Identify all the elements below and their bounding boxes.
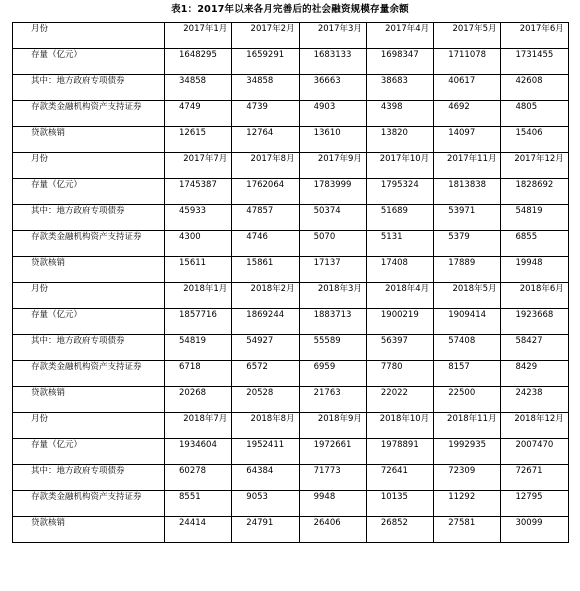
value-cell: 24791 [232,517,299,543]
value-cell: 1972661 [299,439,366,465]
month-cell: 2017年3月 [299,23,366,49]
value-cell: 19948 [501,257,568,283]
value-cell: 55589 [299,335,366,361]
row-label: 存款类金融机构资产支持证券 [13,491,165,517]
month-cell: 2017年9月 [299,153,366,179]
value-cell: 5070 [299,231,366,257]
value-cell: 17408 [366,257,433,283]
stock-row [13,439,569,465]
value-cell: 20268 [165,387,232,413]
value-cell: 1711078 [434,49,501,75]
row-label: 存款类金融机构资产支持证券 [13,101,165,127]
value-cell: 13610 [299,127,366,153]
value-cell: 14097 [434,127,501,153]
row-label: 月份 [13,283,165,309]
month-cell: 2018年8月 [232,413,299,439]
value-cell: 72671 [501,465,568,491]
value-cell: 6855 [501,231,568,257]
value-cell: 1659291 [232,49,299,75]
abs-row [13,101,569,127]
value-cell: 12795 [501,491,568,517]
value-cell: 15406 [501,127,568,153]
value-cell: 10135 [366,491,433,517]
month-cell: 2017年2月 [232,23,299,49]
value-cell: 4805 [501,101,568,127]
abs-row [13,491,569,517]
value-cell: 4749 [165,101,232,127]
row-label: 贷款核销 [13,387,165,413]
value-cell: 4903 [299,101,366,127]
value-cell: 1828692 [501,179,568,205]
month-cell: 2017年8月 [232,153,299,179]
value-cell: 27581 [434,517,501,543]
value-cell: 1683133 [299,49,366,75]
value-cell: 4300 [165,231,232,257]
value-cell: 8429 [501,361,568,387]
local-bonds-row [13,335,569,361]
value-cell: 1762064 [232,179,299,205]
value-cell: 1813838 [434,179,501,205]
value-cell: 13820 [366,127,433,153]
writeoff-row [13,127,569,153]
row-label: 月份 [13,23,165,49]
local-bonds-row [13,205,569,231]
stock-row [13,49,569,75]
month-cell: 2018年7月 [165,413,232,439]
value-cell: 60278 [165,465,232,491]
value-cell: 9948 [299,491,366,517]
value-cell: 1923668 [501,309,568,335]
month-cell: 2018年10月 [366,413,433,439]
month-cell: 2017年5月 [434,23,501,49]
row-label: 贷款核销 [13,127,165,153]
value-cell: 24414 [165,517,232,543]
value-cell: 42608 [501,75,568,101]
value-cell: 53971 [434,205,501,231]
month-cell: 2018年1月 [165,283,232,309]
value-cell: 5379 [434,231,501,257]
value-cell: 8551 [165,491,232,517]
value-cell: 1992935 [434,439,501,465]
row-label: 其中：地方政府专项债券 [13,335,165,361]
month-header-row [13,153,569,179]
value-cell: 6959 [299,361,366,387]
value-cell: 5131 [366,231,433,257]
social-financing-table [12,22,569,543]
value-cell: 7780 [366,361,433,387]
value-cell: 24238 [501,387,568,413]
row-label: 存量（亿元） [13,49,165,75]
month-cell: 2017年7月 [165,153,232,179]
stock-row [13,179,569,205]
row-label: 贷款核销 [13,517,165,543]
value-cell: 1900219 [366,309,433,335]
value-cell: 57408 [434,335,501,361]
writeoff-row [13,517,569,543]
month-header-row [13,23,569,49]
value-cell: 9053 [232,491,299,517]
month-cell: 2017年10月 [366,153,433,179]
month-cell: 2017年11月 [434,153,501,179]
value-cell: 1783999 [299,179,366,205]
value-cell: 6718 [165,361,232,387]
row-label: 存量（亿元） [13,439,165,465]
value-cell: 4692 [434,101,501,127]
value-cell: 1795324 [366,179,433,205]
value-cell: 1952411 [232,439,299,465]
month-cell: 2018年4月 [366,283,433,309]
value-cell: 15861 [232,257,299,283]
writeoff-row [13,257,569,283]
value-cell: 20528 [232,387,299,413]
value-cell: 26852 [366,517,433,543]
month-cell: 2017年12月 [501,153,568,179]
value-cell: 45933 [165,205,232,231]
value-cell: 71773 [299,465,366,491]
value-cell: 12764 [232,127,299,153]
row-label: 存款类金融机构资产支持证券 [13,231,165,257]
value-cell: 72309 [434,465,501,491]
stock-row [13,309,569,335]
value-cell: 22022 [366,387,433,413]
row-label: 其中：地方政府专项债券 [13,205,165,231]
value-cell: 15611 [165,257,232,283]
value-cell: 11292 [434,491,501,517]
value-cell: 2007470 [501,439,568,465]
value-cell: 1648295 [165,49,232,75]
row-label: 其中：地方政府专项债券 [13,465,165,491]
value-cell: 54819 [165,335,232,361]
value-cell: 17889 [434,257,501,283]
value-cell: 8157 [434,361,501,387]
row-label: 月份 [13,413,165,439]
row-label: 其中：地方政府专项债券 [13,75,165,101]
month-cell: 2018年11月 [434,413,501,439]
month-cell: 2018年6月 [501,283,568,309]
row-label: 存量（亿元） [13,309,165,335]
value-cell: 40617 [434,75,501,101]
value-cell: 30099 [501,517,568,543]
value-cell: 34858 [165,75,232,101]
month-cell: 2017年1月 [165,23,232,49]
month-header-row [13,413,569,439]
local-bonds-row [13,465,569,491]
value-cell: 1978891 [366,439,433,465]
month-cell: 2018年2月 [232,283,299,309]
value-cell: 4398 [366,101,433,127]
value-cell: 1731455 [501,49,568,75]
value-cell: 34858 [232,75,299,101]
month-cell: 2018年9月 [299,413,366,439]
value-cell: 1857716 [165,309,232,335]
value-cell: 4739 [232,101,299,127]
month-header-row [13,283,569,309]
value-cell: 1934604 [165,439,232,465]
table-title: 表1：2017年以来各月完善后的社会融资规模存量余额 [171,4,409,15]
value-cell: 12615 [165,127,232,153]
month-cell: 2018年3月 [299,283,366,309]
value-cell: 51689 [366,205,433,231]
value-cell: 38683 [366,75,433,101]
value-cell: 1869244 [232,309,299,335]
value-cell: 64384 [232,465,299,491]
month-cell: 2018年12月 [501,413,568,439]
value-cell: 54927 [232,335,299,361]
value-cell: 54819 [501,205,568,231]
value-cell: 1909414 [434,309,501,335]
abs-row [13,231,569,257]
value-cell: 72641 [366,465,433,491]
value-cell: 26406 [299,517,366,543]
month-cell: 2018年5月 [434,283,501,309]
value-cell: 1745387 [165,179,232,205]
value-cell: 22500 [434,387,501,413]
value-cell: 4746 [232,231,299,257]
row-label: 贷款核销 [13,257,165,283]
value-cell: 1698347 [366,49,433,75]
row-label: 存量（亿元） [13,179,165,205]
row-label: 存款类金融机构资产支持证券 [13,361,165,387]
month-cell: 2017年6月 [501,23,568,49]
month-cell: 2017年4月 [366,23,433,49]
value-cell: 50374 [299,205,366,231]
local-bonds-row [13,75,569,101]
value-cell: 1883713 [299,309,366,335]
value-cell: 56397 [366,335,433,361]
value-cell: 17137 [299,257,366,283]
value-cell: 58427 [501,335,568,361]
writeoff-row [13,387,569,413]
value-cell: 6572 [232,361,299,387]
value-cell: 36663 [299,75,366,101]
value-cell: 47857 [232,205,299,231]
row-label: 月份 [13,153,165,179]
abs-row [13,361,569,387]
value-cell: 21763 [299,387,366,413]
